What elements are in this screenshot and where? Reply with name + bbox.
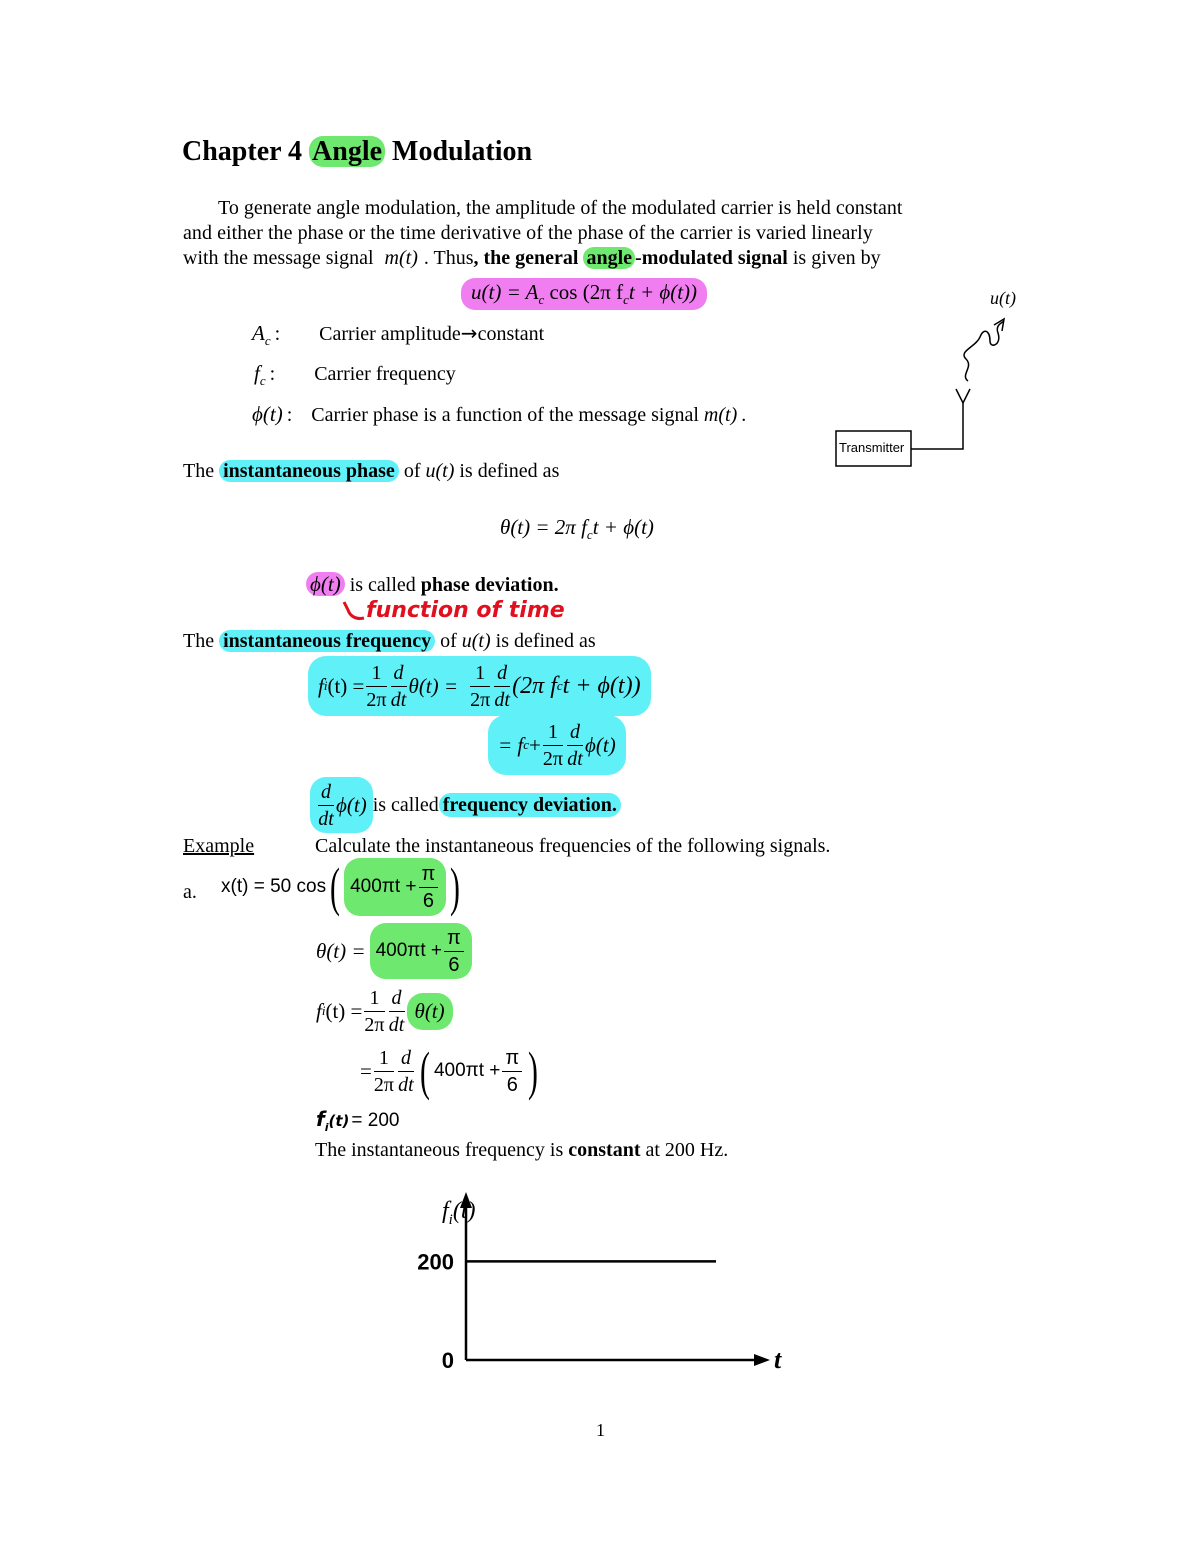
frac-den: 2π: [542, 747, 563, 770]
x-axis-label: t: [774, 1345, 782, 1374]
fraction-1-over-2pi-b: [470, 660, 490, 713]
conclusion-pre: The instantaneous frequency is: [315, 1139, 569, 1161]
frac-den: dt: [388, 1013, 405, 1036]
page-number: 1: [596, 1420, 605, 1440]
intro-bold-2: -modulated signal: [635, 247, 788, 269]
hand-fi-sub: i: [324, 1121, 329, 1134]
right-paren: ): [528, 1041, 539, 1101]
wave-icon: [964, 321, 1004, 381]
def-sub: c: [264, 333, 271, 348]
fi2-sub: c: [523, 737, 530, 752]
def-carrier-phase: [252, 402, 746, 427]
frac-den: 2π: [470, 688, 491, 711]
y-tick-label-200: 200: [417, 1249, 454, 1275]
example-a-equation: [221, 856, 464, 918]
modulated-signal-equation: [461, 278, 707, 310]
def-colon: :: [274, 323, 281, 345]
ex-fi-arg: (t) =: [325, 998, 363, 1023]
frac-den: dt: [390, 688, 407, 711]
eq-sub-2: c: [623, 292, 629, 308]
title-prefix: Chapter 4: [182, 136, 310, 167]
frac-num: d: [391, 660, 407, 687]
fraction-1-over-2pi-e: [374, 1045, 394, 1098]
antenna-icon: [956, 389, 970, 403]
example-text: Calculate the instantaneous frequencies of the following signals.: [315, 835, 831, 857]
intro-text-3b: . Thus: [423, 247, 474, 269]
def-sub: c: [259, 373, 266, 388]
ex-eq-sign: =: [360, 1058, 372, 1083]
conclusion-bold: constant: [568, 1139, 641, 1161]
def-text: Carrier amplitude: [319, 323, 461, 345]
fi-equation-line-2: [488, 715, 626, 775]
theta-eq-part-2: t + ϕ(t): [592, 515, 654, 539]
intro-text-3e: is given by: [787, 247, 881, 269]
def-carrier-frequency: [254, 361, 456, 393]
intro-text-2: and either the phase or the time derivative of the phase of the carrier is varied linearly: [183, 222, 873, 244]
ex-deriv-arg: 400πt +: [433, 1060, 501, 1081]
theta-equation: [500, 515, 654, 543]
ex-fi-lhs: f: [316, 998, 322, 1023]
ex-theta-t: θ(t): [407, 993, 453, 1030]
example-theta-equation: [316, 922, 472, 980]
title-suffix: Modulation: [385, 136, 533, 167]
phase-deviation-bold: phase deviation.: [420, 574, 559, 596]
frac-num: 1: [366, 660, 386, 687]
fraction-1-over-2pi-d: [364, 985, 384, 1038]
def-text: Carrier frequency: [314, 363, 456, 385]
freq-dev-phi: ϕ(t): [336, 792, 367, 817]
frac-den: dt: [494, 688, 510, 711]
frac-den: dt: [398, 1073, 414, 1096]
title-highlight: Angle: [309, 136, 385, 167]
intro-text-3a: with the message signal: [183, 247, 379, 269]
frac-num: 1: [364, 985, 384, 1012]
example-a-label: a.: [183, 881, 197, 903]
inst-freq-post: is defined as: [490, 630, 596, 652]
example-fi-equation: [316, 982, 453, 1040]
frac-den: 6: [448, 953, 460, 976]
theta-eq-part-1: θ(t) = 2π f: [500, 515, 587, 539]
phase-deviation-line: [306, 572, 559, 597]
frac-num: d: [389, 985, 405, 1012]
intro-line-3: [183, 246, 881, 270]
page-title: [182, 134, 532, 170]
fi-lhs-sub: i: [323, 678, 328, 693]
frac-num: d: [567, 719, 583, 746]
def-symbol: A: [252, 321, 265, 345]
inst-freq-pre: The: [183, 630, 220, 652]
fi-equation-line-1: [308, 656, 651, 716]
fraction-d-dt: [391, 660, 407, 713]
frac-den: dt: [567, 747, 583, 770]
inst-freq-highlight: instantaneous frequency: [219, 630, 435, 652]
theta-rhs: 400πt +: [375, 940, 443, 961]
conclusion-post: at 200 Hz.: [640, 1139, 729, 1161]
frac-den: 6: [506, 1073, 518, 1096]
fraction-d-dt-d: [389, 985, 405, 1038]
example-conclusion: [315, 1138, 728, 1162]
freq-dev-text: is called: [372, 794, 439, 816]
x-eq-arg: 400πt +: [350, 876, 417, 897]
fraction-pi-6-c: [502, 1045, 522, 1098]
inst-phase-symbol: u(t): [425, 460, 455, 482]
fraction-d-dt-b: [494, 660, 510, 713]
instantaneous-frequency-chart: [400, 1190, 800, 1380]
fraction-1-over-2pi: [366, 660, 386, 713]
phase-deviation-symbol: ϕ(t): [306, 572, 345, 596]
hand-fi: f: [316, 1107, 325, 1131]
def-symbol: f: [254, 361, 260, 385]
fi-paren-part-2: t + ϕ(t)): [562, 672, 641, 699]
fi-paren-part-1: (2π f: [512, 672, 557, 699]
fi-lhs-arg: (t) =: [327, 673, 365, 698]
inst-phase-post: is defined as: [454, 460, 560, 482]
def-colon: :: [269, 363, 276, 385]
transmitter-output-label: u(t): [990, 288, 1016, 308]
right-paren: ): [450, 857, 461, 917]
y-tick-label-0: 0: [441, 1348, 454, 1373]
freq-dev-bold: frequency deviation.: [439, 793, 621, 817]
intro-line-1: [218, 196, 902, 220]
theta-eq-sub: c: [586, 527, 593, 543]
eq-sub-1: c: [538, 292, 545, 308]
def-carrier-amplitude: [252, 321, 544, 353]
phase-deviation-text: is called: [344, 574, 421, 596]
eq-part-2: cos (2π f: [544, 280, 624, 304]
inst-freq-symbol: u(t): [461, 630, 491, 652]
y-axis-label-sub: i: [448, 1212, 453, 1228]
frac-den: dt: [318, 807, 334, 830]
fraction-1-over-2pi-c: [543, 719, 563, 772]
y-axis-label-main: f: [442, 1198, 449, 1224]
intro-text-1: To generate angle modulation, the amplitude of the modulated carrier is held constant: [218, 197, 903, 219]
def-text: Carrier phase is a function of the message signal: [311, 404, 704, 426]
fraction-pi-6: [419, 861, 439, 914]
handwritten-annotation: function of time: [366, 598, 565, 623]
message-signal-symbol: m(t): [384, 247, 418, 269]
example-result: [316, 1107, 399, 1134]
def-tail-italic: m(t): [703, 404, 738, 426]
fraction-d-dt-c: [567, 719, 583, 772]
transmitter-label: Transmitter: [839, 440, 905, 455]
x-eq-arg-highlight: [344, 858, 446, 916]
x-axis-arrowhead: [754, 1354, 770, 1366]
frac-num: π: [444, 925, 464, 952]
frac-num: d: [318, 779, 334, 806]
fi-paren-sub: c: [556, 678, 563, 693]
transmitter-feed-line: [911, 403, 963, 449]
intro-bold-1: , the general: [473, 247, 584, 269]
fi-lhs: f: [318, 673, 324, 698]
frac-den: 2π: [364, 1013, 385, 1036]
frac-num: d: [494, 660, 510, 687]
right-arrow-icon: →: [460, 321, 478, 345]
x-eq-lhs: x(t) = 50 cos: [221, 876, 327, 897]
example-derivative-equation: [360, 1042, 542, 1100]
fi2-pre: = f: [498, 732, 524, 757]
y-axis-label-arg: (t): [452, 1198, 476, 1224]
left-paren: (: [419, 1041, 430, 1101]
ex-fi-sub: i: [321, 1003, 326, 1018]
def-colon: :: [286, 404, 293, 426]
def-symbol: ϕ(t): [252, 402, 283, 426]
frac-num: π: [502, 1045, 522, 1072]
fi2-plus: +: [529, 732, 541, 757]
inst-freq-mid: of: [435, 630, 462, 652]
fraction-pi-6-b: [444, 925, 464, 978]
eq-part-3: t + ϕ(t)): [628, 280, 698, 304]
result-value: = 200: [351, 1110, 400, 1131]
frac-den: 6: [422, 889, 434, 912]
inst-phase-pre: The: [183, 460, 220, 482]
inst-phase-line: [183, 459, 559, 483]
frac-den: 2π: [373, 1073, 394, 1096]
annotation-hook-icon: [338, 600, 368, 626]
frequency-deviation-line: [310, 777, 621, 833]
theta-rhs-highlight: [370, 923, 472, 979]
def-tail: .: [741, 404, 747, 426]
def-tail: constant: [477, 323, 545, 345]
theta-lhs: θ(t) =: [316, 938, 366, 963]
fi2-phi: ϕ(t): [585, 732, 616, 757]
intro-highlight-angle: angle: [583, 247, 635, 269]
fi-theta: θ(t) =: [408, 673, 459, 698]
y-axis-label: [442, 1198, 476, 1228]
eq-part-1: u(t) = A: [471, 280, 539, 304]
handwritten-fi: [316, 1107, 349, 1134]
hand-fi-arg: (t): [328, 1112, 350, 1130]
frac-num: 1: [374, 1045, 394, 1072]
inst-freq-line: [183, 629, 596, 653]
frac-num: 1: [543, 719, 563, 746]
frac-num: d: [398, 1045, 414, 1072]
frac-den: 2π: [366, 688, 387, 711]
left-paren: (: [330, 857, 341, 917]
inst-phase-highlight: instantaneous phase: [219, 460, 399, 482]
inst-phase-mid: of: [398, 460, 426, 482]
fraction-d-dt-e: [398, 1045, 414, 1098]
freq-dev-highlight: [310, 777, 373, 833]
intro-line-2: [183, 221, 873, 245]
frac-num: π: [419, 861, 439, 888]
example-label: Example: [183, 835, 255, 857]
frac-num: 1: [470, 660, 490, 687]
fraction-d-dt-fd: [318, 779, 334, 832]
